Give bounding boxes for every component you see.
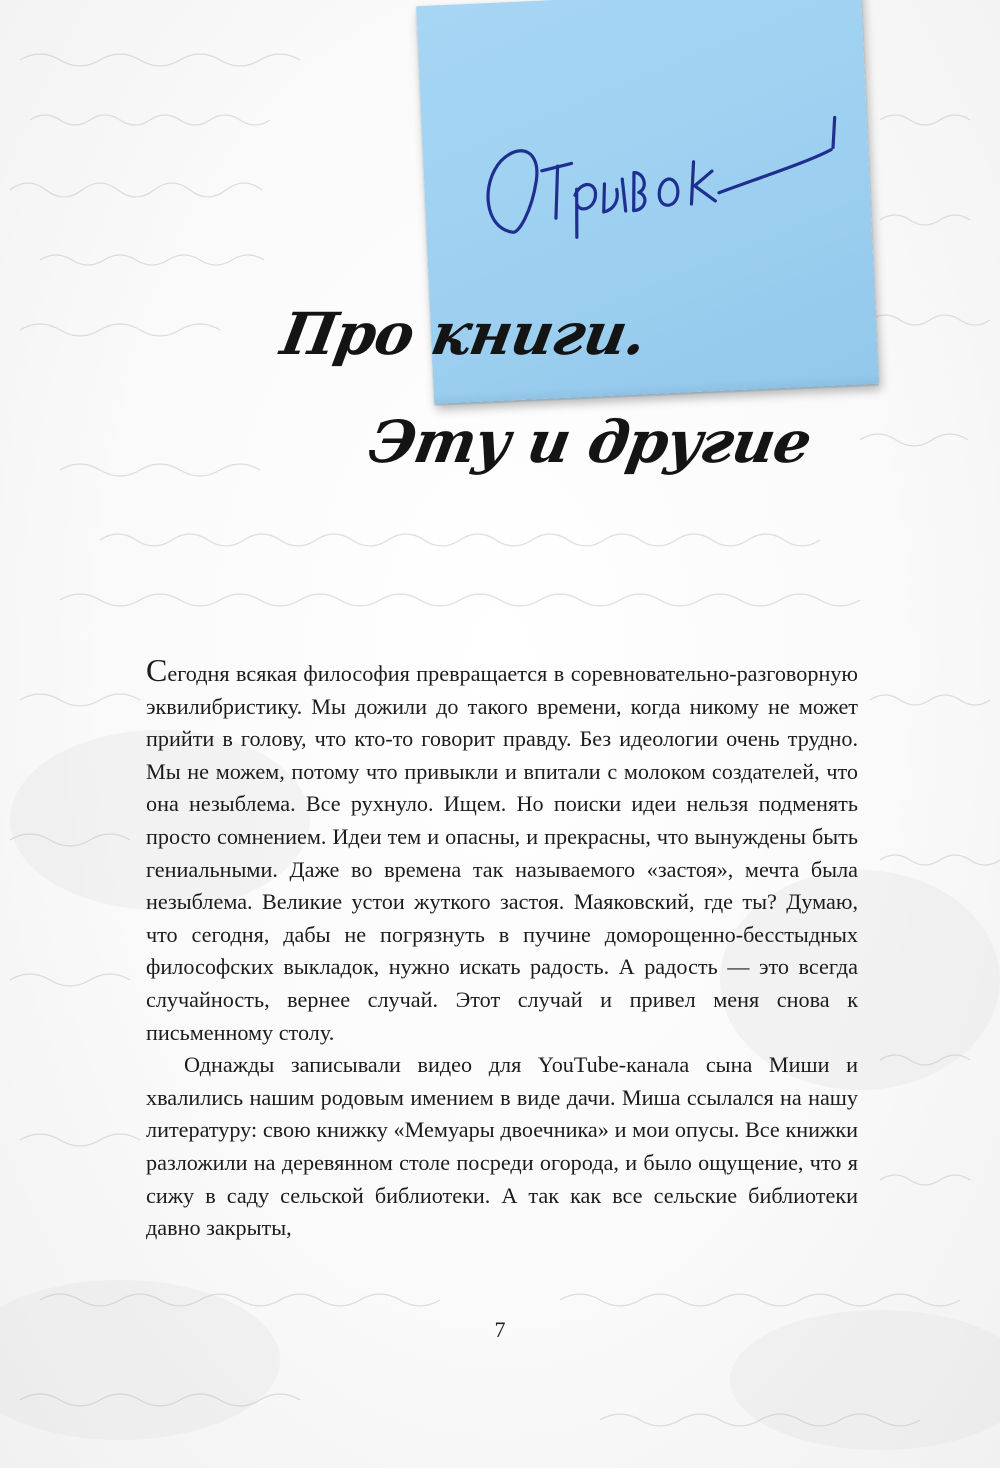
initial-letter: С [146, 652, 168, 688]
chapter-title-line-2: Эту и другие [364, 408, 817, 476]
paragraph [146, 652, 858, 1049]
body-text [146, 652, 858, 1245]
sticky-note-label [470, 124, 475, 125]
chapter-title-line-1: Про книги. [276, 300, 651, 368]
page-number: 7 [494, 1317, 506, 1342]
paragraph-text: егодня всякая философия превращается в соревновательно-разговорную эквилибристику. Мы дожили до такого времени, когда никому не может прийти в голову, что кто-то говорит правду. Без идеологии очень трудно. Мы не можем, потому что привыкли и впитали с молоком создателей, что она незыблема. Все рухнуло. Ищем. Но поиски идеи нельзя подменять просто сомнением. Идеи тем и опасны, и прекрасны, что вынуждены быть гениальными. Даже во времена так называемого «застоя», мечта была незыблема. Великие устои жуткого застоя. Маяковский, где ты? Думаю, что сегодня, дабы не погрязнуть в пучине доморощенно-бесстыдных философских выкладок, нужно искать радость. А радость — это всегда случайность, вернее случай. Этот случай и привел меня снова к письменному столу. [146, 661, 858, 1045]
paragraph: Однажды записывали видео для YouTube-канала сына Миши и хвалились нашим родовым имением в виде дачи. Миша ссылался на нашу литературу: свою книжку «Мемуары двоечника» и мои опусы. Все книжки разложили на деревянном столе посреди огорода, и было ощущение, что я сижу в саду сельской библиотеки. А так как все сельские библиотеки давно закрыты, [146, 1052, 858, 1241]
handwritten-excerpt-text [470, 107, 856, 254]
sticky-note-handwriting [470, 107, 855, 244]
